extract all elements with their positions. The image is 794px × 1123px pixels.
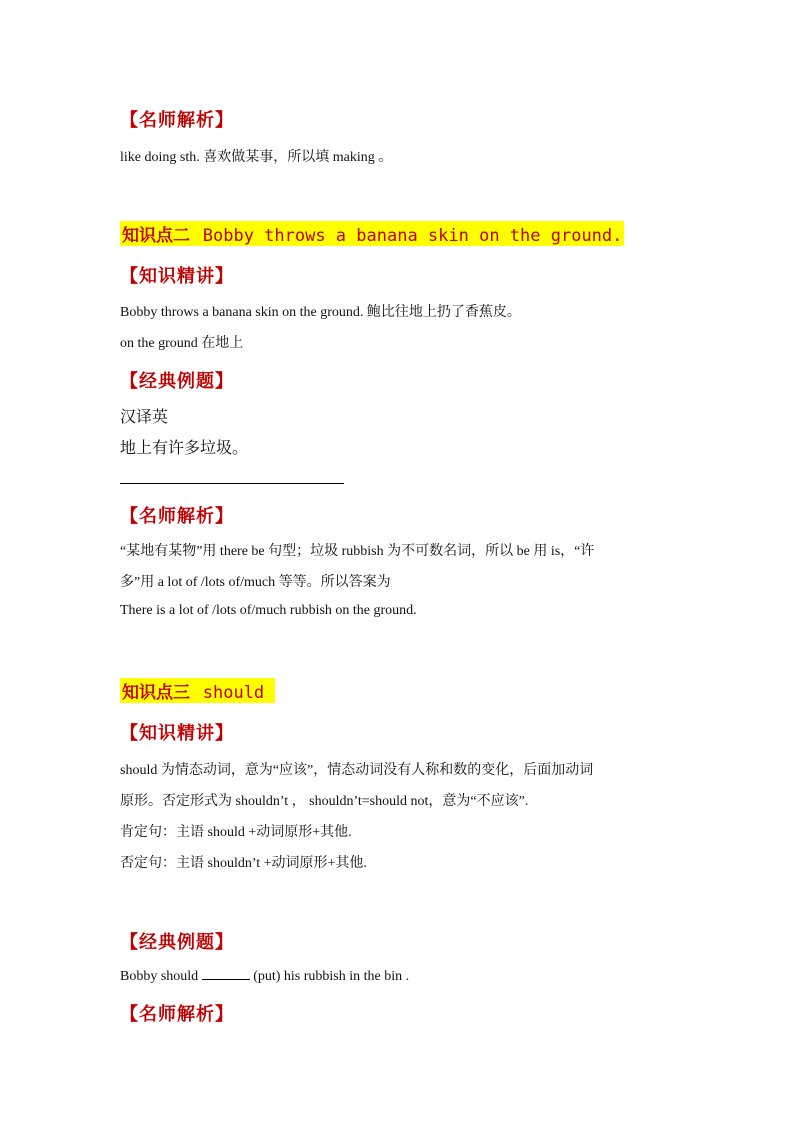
example-question bbox=[120, 967, 409, 985]
analysis-heading-1: 【名师解析】 bbox=[120, 110, 234, 131]
analysis-heading-2: 【名师解析】 bbox=[120, 506, 234, 527]
question-before-blank: Bobby should bbox=[120, 969, 199, 984]
knowledge-point-2-title: Bobby throws a banana skin on the ground. bbox=[202, 226, 623, 246]
lecture2-line-4: 否定句：主语 shouldn’t +动词原形+其他. bbox=[120, 856, 367, 871]
analysis-text-1: like doing sth. 喜欢做某事，所以填 making 。 bbox=[120, 150, 393, 165]
lecture-heading-2: 【知识精讲】 bbox=[120, 723, 234, 744]
lecture-heading-1: 【知识精讲】 bbox=[120, 266, 234, 287]
lecture-line-1: Bobby throws a banana skin on the ground. 鲍比往地上扔了香蕉皮。 bbox=[120, 305, 521, 320]
lecture2-line-3: 肯定句：主语 should +动词原形+其他. bbox=[120, 825, 352, 840]
lecture-line-2: on the ground 在地上 bbox=[120, 336, 244, 351]
lecture2-line-1: should 为情态动词，意为“应该”，情态动词没有人称和数的变化，后面加动词 bbox=[120, 763, 594, 778]
knowledge-point-3-title: should bbox=[202, 683, 265, 703]
analysis-line-1: “某地有某物”用 there be 句型；垃圾 rubbish 为不可数名词，所以 be 用 is，“许 bbox=[120, 544, 595, 559]
example-sentence: 地上有许多垃圾。 bbox=[120, 438, 249, 457]
knowledge-point-3 bbox=[120, 678, 275, 703]
question-after-blank: (put) his rubbish in the bin . bbox=[253, 969, 410, 984]
answer-blank bbox=[202, 967, 250, 980]
example-heading-2: 【经典例题】 bbox=[120, 932, 234, 953]
lecture2-line-2: 原形。否定形式为 shouldn’t ， shouldn’t=should not，意为“不应该”. bbox=[120, 794, 529, 809]
example-heading-1: 【经典例题】 bbox=[120, 371, 234, 392]
example-instruction: 汉译英 bbox=[120, 407, 169, 426]
knowledge-point-3-label: 知识点三 bbox=[122, 683, 190, 703]
analysis-line-2: 多”用 a lot of /lots of/much 等等。所以答案为 bbox=[120, 575, 391, 590]
analysis-line-3: There is a lot of /lots of/much rubbish on the ground. bbox=[120, 603, 417, 618]
analysis-heading-3: 【名师解析】 bbox=[120, 1004, 234, 1025]
knowledge-point-2 bbox=[120, 221, 624, 246]
answer-line bbox=[120, 483, 344, 484]
knowledge-point-2-label: 知识点二 bbox=[122, 226, 190, 246]
